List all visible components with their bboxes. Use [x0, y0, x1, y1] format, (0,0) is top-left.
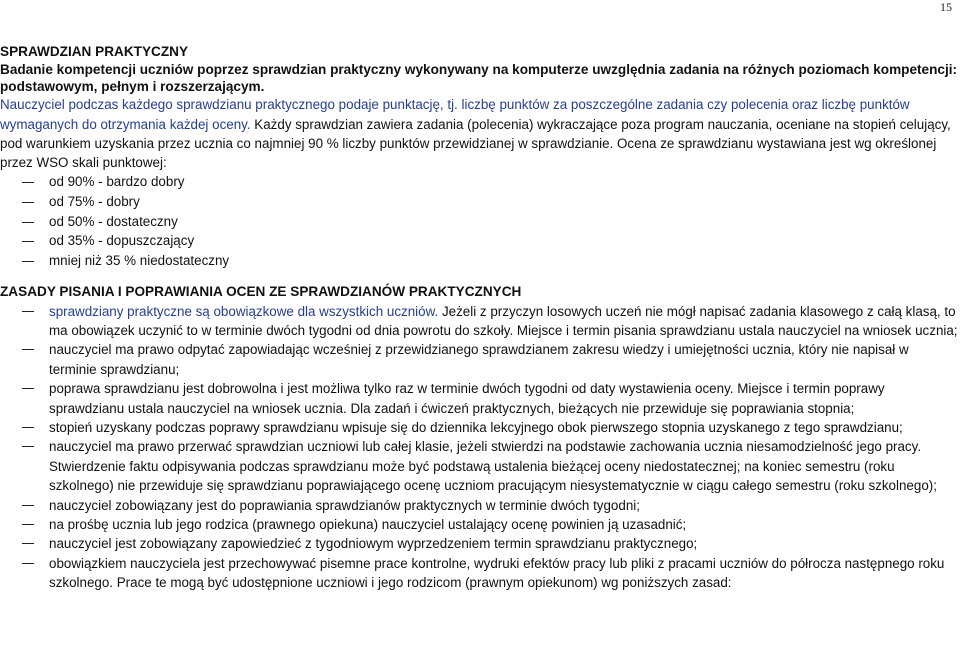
rule-item — [0, 418, 958, 437]
intro-text-2: Ocena ze sprawdzianu wystawiana jest wg określonej przez WSO skali punktowej: — [0, 135, 937, 171]
grade-label: od 90% - bardzo dobry — [49, 174, 185, 190]
dash-bullet — [22, 427, 34, 428]
grade-item — [0, 251, 958, 271]
rule-text: poprawa sprawdzianu jest dobrowolna i jest możliwa tylko raz w terminie dwóch tygodni od daty wystawienia oceny. Miejsce i termin poprawy sprawdzianu ustala nauczyciel na wniosek ucznia. Dla zadań i ćwiczeń praktycznych, bieżących nie przewiduje się poprawiania stopnia; — [49, 381, 885, 416]
grade-label: od 35% - dopuszczający — [49, 233, 195, 249]
rule-text: nauczyciel jest zobowiązany zapowiedzieć z tygodniowym wyprzedzeniem termin sprawdzianu praktycznego; — [49, 536, 698, 552]
dash-bullet — [22, 563, 34, 564]
rule-item — [0, 302, 958, 341]
section-subtitle: Badanie kompetencji uczniów poprzez sprawdzian praktyczny wykonywany na komputerze uwzględnia zadania na różnych poziomach kompetencji: podstawowym, pełnym i rozszerzającym. — [0, 61, 958, 94]
dash-bullet — [22, 241, 34, 242]
rule-item — [0, 379, 958, 418]
dash-bullet — [22, 261, 34, 262]
dash-bullet — [22, 388, 34, 389]
grade-item — [0, 172, 958, 192]
rule-text: nauczyciel ma prawo odpytać zapowiadając wcześniej z przewidzianego sprawdzianem zakresu wiedzy i umiejętności ucznia, który nie napisał w terminie sprawdzianu; — [49, 342, 909, 377]
rules-list — [0, 302, 958, 593]
grade-scale-list — [0, 172, 958, 270]
dash-bullet — [22, 446, 34, 447]
document-body — [0, 44, 958, 593]
dash-bullet — [22, 202, 34, 203]
page-number: 15 — [940, 0, 952, 14]
intro-paragraph — [0, 95, 958, 172]
dash-bullet — [22, 222, 34, 223]
rule-item — [0, 554, 958, 593]
intro-text-1: Każdy sprawdzian zawiera zadania (polecenia) wykraczające poza program nauczania, oceniane na stopień celujący, pod warunkiem uzyskania przez ucznia co najmniej 90 % liczby punktów przewidzianej w sprawdzianie. — [0, 116, 951, 151]
grade-label: mniej niż 35 % niedostateczny — [49, 252, 230, 268]
rule-text: na prośbę ucznia lub jego rodzica (prawnego opiekuna) nauczyciel ustalający ocenę powinien ją uzasadnić; — [49, 517, 687, 533]
rule-blue-text: sprawdziany praktyczne są obowiązkowe dla wszystkich uczniów. — [49, 303, 439, 319]
intro-blue-text: Nauczyciel podczas każdego sprawdzianu praktycznego podaje punktację, tj. liczbę punktów za poszczególne zadania czy polecenia oraz liczbę punktów wymaganych do otrzymania każdej oceny. — [0, 97, 910, 132]
rule-text: stopień uzyskany podczas poprawy sprawdzianu wpisuje się do dziennika lekcyjnego obok pierwszego stopnia uzyskanego z tego sprawdzianu; — [49, 420, 903, 435]
rule-text: nauczyciel zobowiązany jest do poprawiania sprawdzianów praktycznych w terminie dwóch tygodni; — [49, 497, 640, 513]
dash-bullet — [22, 349, 34, 350]
dash-bullet — [22, 505, 34, 506]
rule-text: nauczyciel ma prawo przerwać sprawdzian uczniowi lub całej klasie, jeżeli stwierdzi na podstawie zachowania ucznia niesamodzielność jego pracy. Stwierdzenie faktu odpisywania podczas sprawdzianu może być podstawą ustalenia bieżącej oceny niedostatecznej; na koniec semestru (roku szkolnego) nie przewiduje się sprawdzianu poprawiającego ocenę uczniom pracującym niesystematycznie w ciągu całego semestru (roku szkolnego); — [49, 439, 937, 494]
grade-item — [0, 212, 958, 232]
grade-item — [0, 192, 958, 212]
rule-text: obowiązkiem nauczyciela jest przechowywać pisemne prace kontrolne, wydruki efektów pracy lub pliki z pracami uczniów do półrocza następnego roku szkolnego. Prace te mogą być udostępnione uczniowi i jego rodzicom (prawnym opiekunom) wg poniższych zasad: — [49, 555, 945, 591]
rule-item — [0, 496, 958, 515]
dash-bullet — [22, 182, 34, 183]
rule-item — [0, 515, 958, 534]
rule-item — [0, 534, 958, 553]
rules-heading: ZASADY PISANIA I POPRAWIANIA OCEN ZE SPRAWDZIANÓW PRAKTYCZNYCH — [0, 284, 522, 300]
dash-bullet — [22, 311, 34, 312]
rule-text: Jeżeli z przyczyn losowych uczeń nie mógł napisać zadania klasowego z całą klasą, to ma obowiązek uczynić to w terminie dwóch tygodni od dnia powrotu do szkoły. Miejsce i termin pisania sprawdzianu ustala nauczyciel na wniosek ucznia; — [49, 303, 958, 338]
rule-item — [0, 340, 958, 379]
rule-item — [0, 437, 958, 495]
dash-bullet — [22, 543, 34, 544]
grade-label: od 75% - dobry — [49, 193, 140, 209]
dash-bullet — [22, 524, 34, 525]
grade-label: od 50% - dostateczny — [49, 213, 178, 229]
grade-item — [0, 231, 958, 251]
section-heading: SPRAWDZIAN PRAKTYCZNY — [0, 44, 189, 59]
